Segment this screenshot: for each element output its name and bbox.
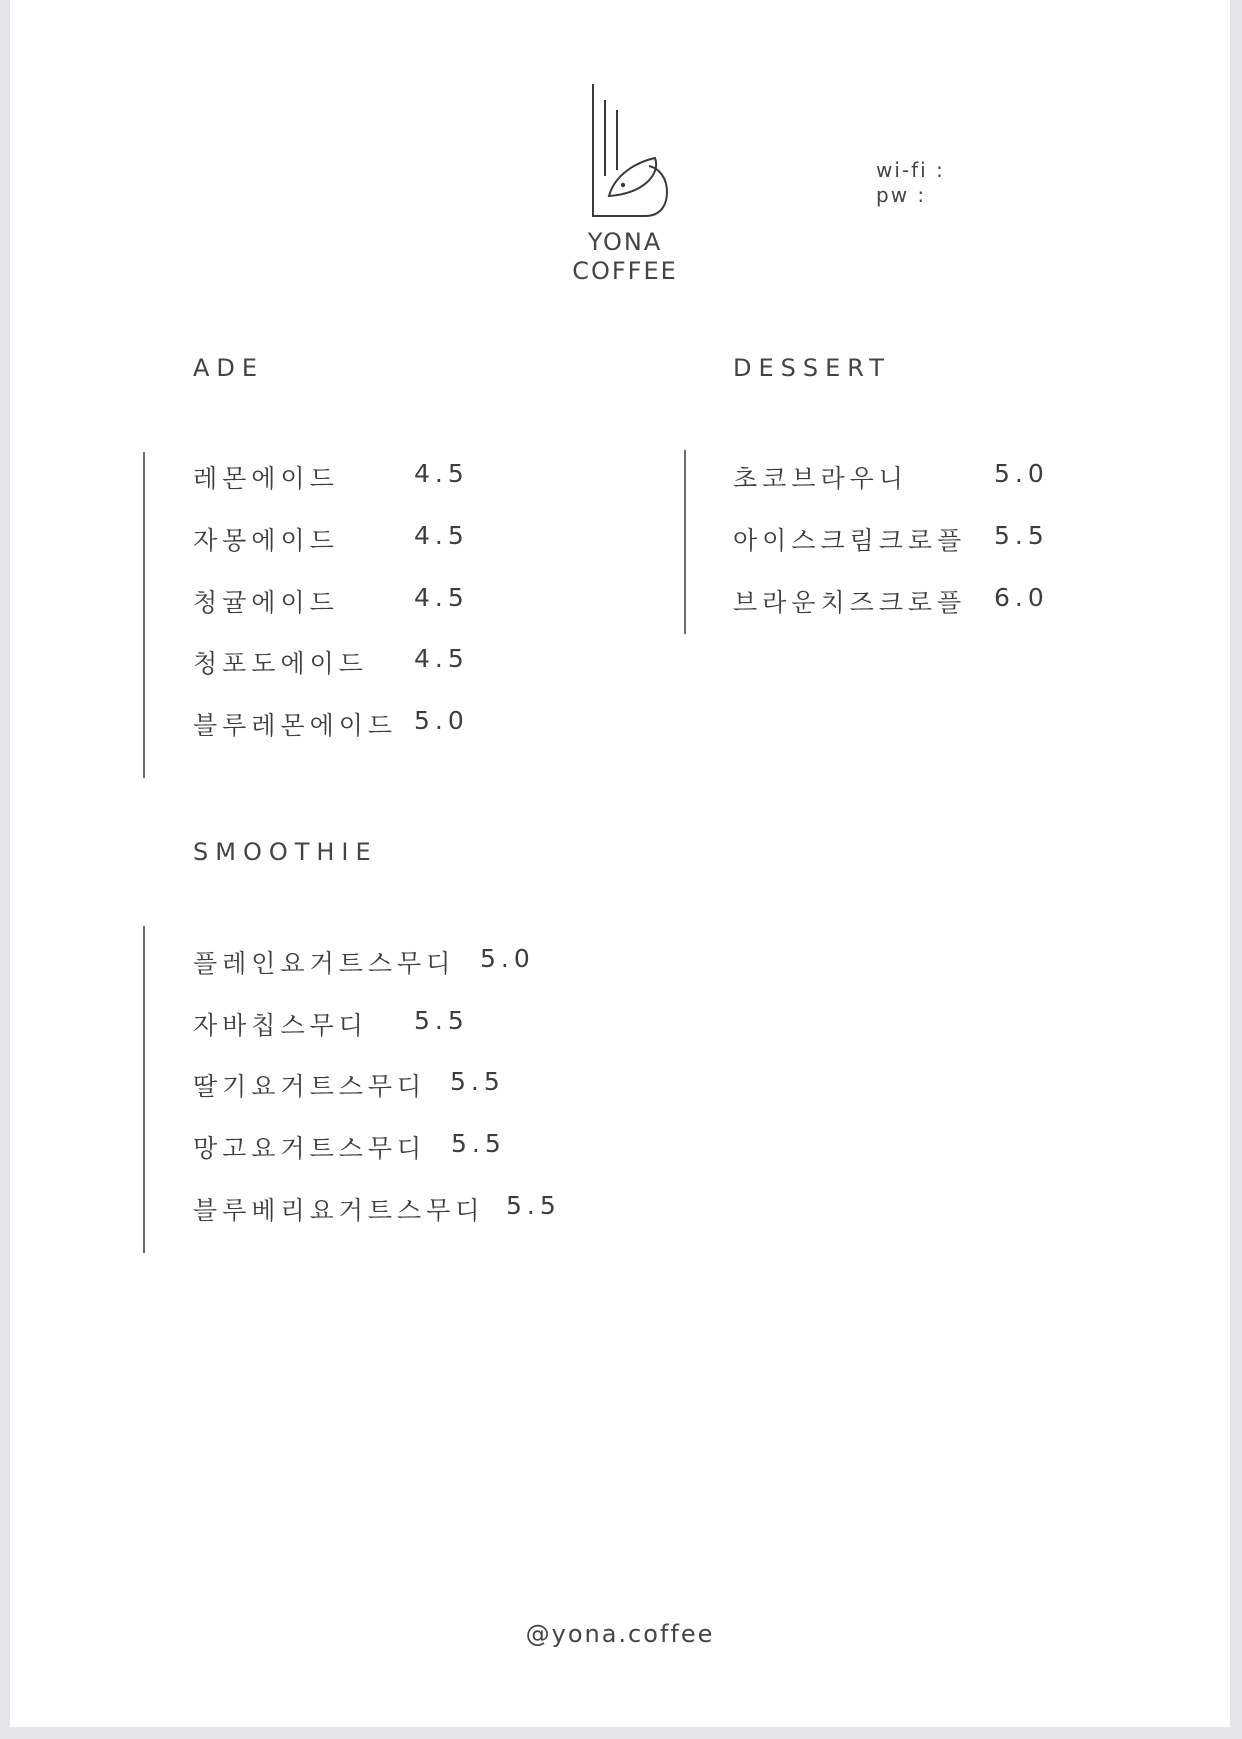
section-divider-smoothie xyxy=(143,926,145,1253)
yona-coffee-logo-icon xyxy=(583,82,669,222)
menu-item-price: 4.5 xyxy=(414,521,469,550)
menu-item-price: 5.0 xyxy=(994,459,1049,488)
menu-item-price: 5.0 xyxy=(414,706,469,735)
password-label: pw : xyxy=(876,183,927,207)
menu-item-name: 블루레몬에이드 xyxy=(193,711,398,740)
menu-item-name: 플레인요거트스무디 xyxy=(193,949,456,978)
instagram-handle: @yona.coffee xyxy=(525,1620,715,1648)
menu-item-price: 5.5 xyxy=(994,521,1049,550)
menu-item-price: 5.5 xyxy=(506,1191,561,1220)
menu-item-name: 청귤에이드 xyxy=(193,588,339,617)
menu-item-price: 5.0 xyxy=(480,944,535,973)
menu-item-name: 청포도에이드 xyxy=(193,649,368,678)
section-title-ade: ADE xyxy=(193,354,265,382)
menu-item-price: 4.5 xyxy=(414,644,469,673)
section-divider-dessert xyxy=(684,450,686,634)
menu-item-name: 딸기요거트스무디 xyxy=(193,1072,427,1101)
menu-item-price: 4.5 xyxy=(414,459,469,488)
menu-item-price: 5.5 xyxy=(450,1067,505,1096)
menu-item-price: 5.5 xyxy=(451,1129,506,1158)
menu-item-price: 5.5 xyxy=(414,1006,469,1035)
menu-item-name: 레몬에이드 xyxy=(193,464,339,493)
menu-item-price: 6.0 xyxy=(994,583,1049,612)
menu-page xyxy=(10,0,1230,1727)
menu-item-name: 아이스크림크로플 xyxy=(733,526,967,555)
menu-item-name: 자바칩스무디 xyxy=(193,1011,368,1040)
section-title-dessert: DESSERT xyxy=(733,354,891,382)
wifi-label: wi-fi : xyxy=(876,158,945,182)
brand-name-line1: YONA xyxy=(587,228,663,256)
brand-name-line2: COFFEE xyxy=(572,257,678,285)
brand-name xyxy=(525,228,725,286)
menu-item-name: 블루베리요거트스무디 xyxy=(193,1196,485,1225)
menu-item-price: 4.5 xyxy=(414,583,469,612)
menu-item-name: 브라운치즈크로플 xyxy=(733,588,967,617)
menu-item-name: 자몽에이드 xyxy=(193,526,339,555)
wifi-info xyxy=(876,158,945,208)
menu-item-name: 초코브라우니 xyxy=(733,464,908,493)
section-divider-ade xyxy=(143,452,145,778)
section-title-smoothie: SMOOTHIE xyxy=(193,838,378,866)
menu-item-name: 망고요거트스무디 xyxy=(193,1134,427,1163)
